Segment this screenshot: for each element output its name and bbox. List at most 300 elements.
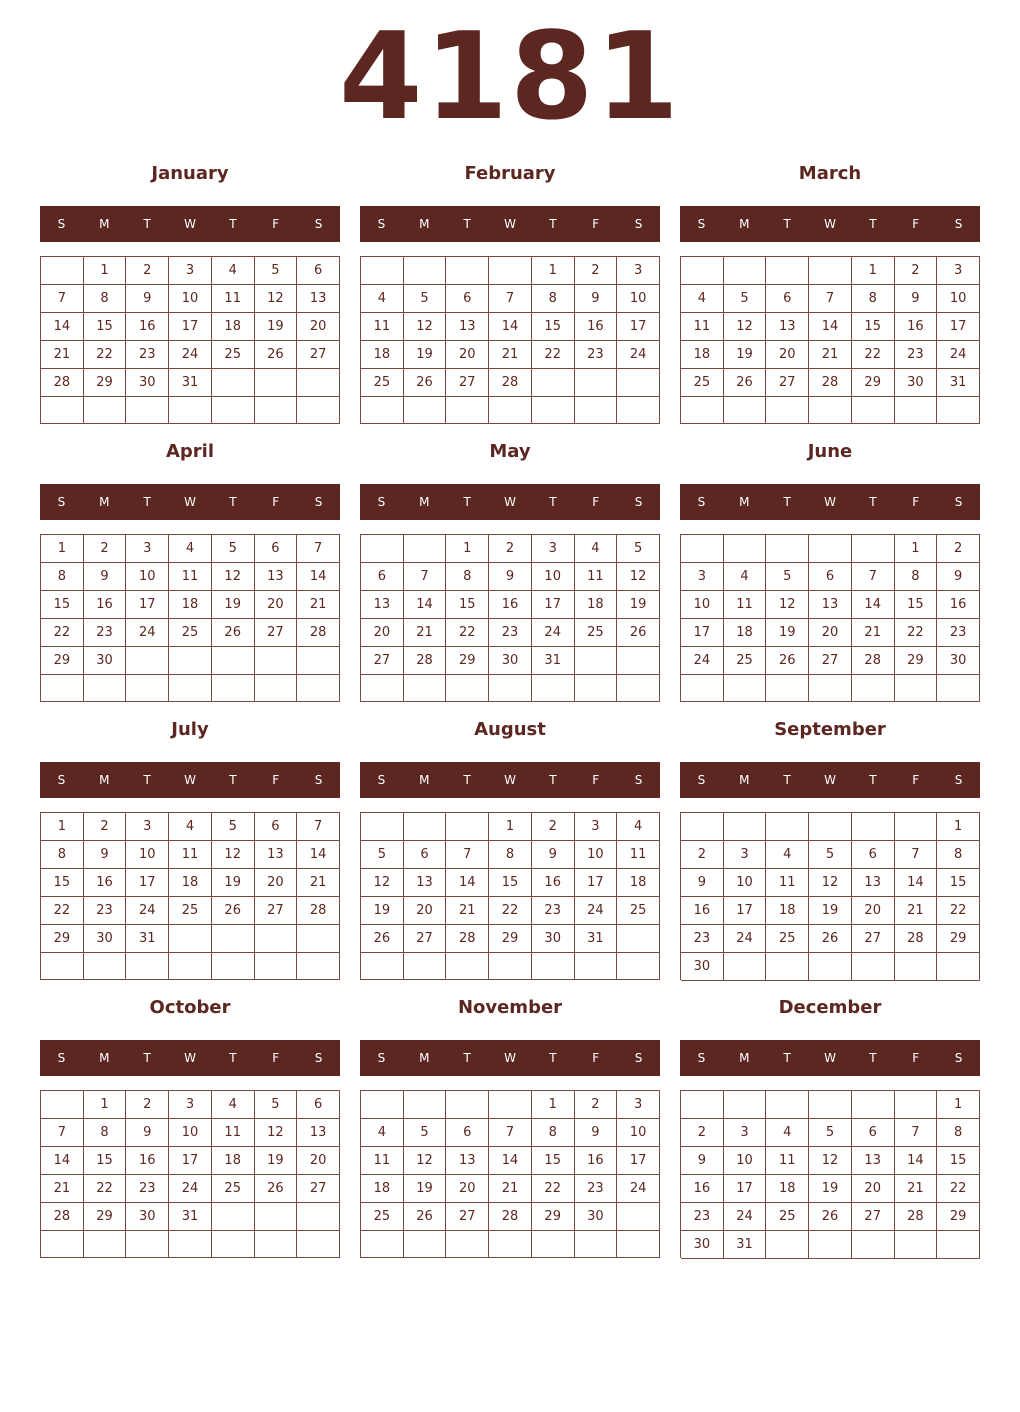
day-cell: 15: [41, 869, 84, 897]
day-cell: 9: [126, 1119, 169, 1147]
day-cell: 26: [724, 369, 767, 397]
day-cell: [724, 535, 767, 563]
day-cell: 19: [766, 619, 809, 647]
weekday-header: [360, 484, 660, 520]
day-cell: 6: [766, 285, 809, 313]
day-cell: 7: [895, 841, 938, 869]
day-cell: 27: [766, 369, 809, 397]
day-cell: 10: [169, 285, 212, 313]
day-cell: [724, 813, 767, 841]
day-cell: 20: [404, 897, 447, 925]
day-cell: 22: [84, 1175, 127, 1203]
day-cell: 3: [532, 535, 575, 563]
day-cell: [255, 675, 298, 702]
day-cell: 14: [41, 1147, 84, 1175]
day-cell: [212, 1203, 255, 1231]
weekday-label: T: [549, 1051, 557, 1065]
month-name: October: [149, 997, 231, 1018]
day-cell: 19: [404, 341, 447, 369]
day-cell: [297, 397, 340, 424]
day-cell: 13: [297, 1119, 340, 1147]
day-cell: [361, 535, 404, 563]
weekday-label: M: [419, 217, 430, 231]
day-cell: 16: [575, 1147, 618, 1175]
day-cell: 8: [937, 841, 980, 869]
day-cell: [404, 675, 447, 702]
day-cell: 9: [84, 563, 127, 591]
day-cell: [126, 647, 169, 675]
day-cell: [809, 675, 852, 702]
day-cell: 14: [297, 563, 340, 591]
day-cell: [41, 257, 84, 285]
day-cell: [404, 397, 447, 424]
day-cell: 13: [297, 285, 340, 313]
day-cell: 3: [681, 563, 724, 591]
month-name: March: [798, 163, 862, 184]
day-cell: [895, 675, 938, 702]
day-grid: [40, 256, 340, 424]
day-cell: 24: [169, 1175, 212, 1203]
day-cell: [724, 953, 767, 981]
day-cell: 4: [361, 1119, 404, 1147]
day-cell: [212, 647, 255, 675]
weekday-label: S: [377, 1051, 386, 1065]
day-cell: [532, 397, 575, 424]
day-cell: 30: [532, 925, 575, 953]
weekday-label: S: [57, 217, 66, 231]
day-cell: [766, 813, 809, 841]
day-cell: 10: [937, 285, 980, 313]
day-cell: [937, 953, 980, 981]
day-cell: 24: [681, 647, 724, 675]
day-cell: [212, 397, 255, 424]
day-cell: 24: [169, 341, 212, 369]
day-cell: [404, 535, 447, 563]
day-cell: [84, 1231, 127, 1258]
day-cell: 22: [852, 341, 895, 369]
day-cell: 22: [489, 897, 532, 925]
weekday-label: S: [634, 217, 643, 231]
day-cell: 3: [575, 813, 618, 841]
day-cell: 25: [212, 1175, 255, 1203]
day-cell: [766, 257, 809, 285]
day-cell: [446, 257, 489, 285]
day-cell: 21: [446, 897, 489, 925]
day-cell: 24: [724, 925, 767, 953]
weekday-label: M: [99, 1051, 110, 1065]
day-cell: 2: [895, 257, 938, 285]
day-cell: 30: [681, 953, 724, 981]
day-cell: 6: [446, 285, 489, 313]
day-cell: 4: [575, 535, 618, 563]
day-cell: 25: [617, 897, 660, 925]
day-cell: [255, 647, 298, 675]
day-cell: 14: [41, 313, 84, 341]
day-cell: 8: [532, 1119, 575, 1147]
weekday-label: M: [739, 495, 750, 509]
day-cell: 13: [255, 563, 298, 591]
weekday-label: S: [57, 773, 66, 787]
day-cell: [766, 1091, 809, 1119]
day-cell: 15: [852, 313, 895, 341]
day-cell: 29: [84, 369, 127, 397]
day-cell: 18: [681, 341, 724, 369]
day-cell: [809, 813, 852, 841]
weekday-label: S: [697, 773, 706, 787]
day-cell: 22: [895, 619, 938, 647]
day-cell: 15: [532, 1147, 575, 1175]
day-cell: 19: [212, 869, 255, 897]
day-cell: 11: [212, 285, 255, 313]
day-cell: [617, 1231, 660, 1258]
day-cell: 28: [297, 619, 340, 647]
day-cell: [84, 397, 127, 424]
day-cell: 24: [126, 897, 169, 925]
day-cell: [895, 1231, 938, 1259]
day-cell: 26: [212, 897, 255, 925]
day-cell: [489, 1231, 532, 1258]
day-cell: 17: [617, 313, 660, 341]
day-cell: 16: [126, 313, 169, 341]
day-cell: 1: [532, 257, 575, 285]
weekday-label: F: [912, 495, 920, 509]
day-cell: 1: [937, 813, 980, 841]
day-cell: 17: [681, 619, 724, 647]
day-cell: 1: [41, 535, 84, 563]
day-cell: 22: [41, 619, 84, 647]
day-cell: 1: [895, 535, 938, 563]
day-cell: 11: [169, 563, 212, 591]
day-cell: 27: [852, 925, 895, 953]
day-cell: 22: [84, 341, 127, 369]
day-cell: 9: [575, 1119, 618, 1147]
weekday-label: F: [592, 217, 600, 231]
month-name: February: [464, 163, 556, 184]
day-cell: 30: [681, 1231, 724, 1259]
day-cell: 6: [255, 535, 298, 563]
day-cell: 21: [489, 1175, 532, 1203]
day-cell: [681, 397, 724, 424]
weekday-label: W: [504, 217, 516, 231]
day-cell: 7: [895, 1119, 938, 1147]
day-cell: [446, 1091, 489, 1119]
weekday-label: S: [314, 217, 323, 231]
day-cell: 14: [446, 869, 489, 897]
day-cell: [617, 397, 660, 424]
day-cell: 18: [766, 897, 809, 925]
day-cell: [766, 397, 809, 424]
day-cell: 27: [404, 925, 447, 953]
weekday-label: M: [419, 1051, 430, 1065]
weekday-label: W: [824, 217, 836, 231]
day-cell: 7: [489, 285, 532, 313]
day-cell: 19: [809, 897, 852, 925]
weekday-label: T: [229, 1051, 237, 1065]
weekday-label: M: [739, 217, 750, 231]
day-cell: 13: [446, 1147, 489, 1175]
day-cell: [169, 953, 212, 980]
day-cell: 25: [169, 897, 212, 925]
weekday-label: S: [634, 495, 643, 509]
day-cell: [489, 257, 532, 285]
day-cell: 25: [681, 369, 724, 397]
day-cell: 31: [169, 1203, 212, 1231]
day-cell: 29: [446, 647, 489, 675]
day-cell: 15: [446, 591, 489, 619]
month-name: May: [489, 441, 531, 462]
day-cell: 17: [724, 1175, 767, 1203]
day-cell: 18: [169, 591, 212, 619]
weekday-label: F: [912, 773, 920, 787]
day-cell: [766, 1231, 809, 1259]
day-cell: 17: [169, 1147, 212, 1175]
day-cell: 28: [446, 925, 489, 953]
day-cell: 24: [617, 1175, 660, 1203]
day-cell: 5: [212, 813, 255, 841]
day-cell: [361, 813, 404, 841]
day-cell: 27: [361, 647, 404, 675]
weekday-label: T: [783, 1051, 791, 1065]
day-cell: [297, 1231, 340, 1258]
day-cell: 23: [575, 1175, 618, 1203]
day-cell: [126, 953, 169, 980]
weekday-label: F: [272, 495, 280, 509]
weekday-label: T: [869, 217, 877, 231]
weekday-header: [680, 206, 980, 242]
weekday-label: F: [912, 217, 920, 231]
day-cell: 27: [255, 619, 298, 647]
day-cell: 2: [84, 535, 127, 563]
day-cell: 28: [852, 647, 895, 675]
day-cell: 18: [575, 591, 618, 619]
day-cell: 30: [84, 925, 127, 953]
weekday-label: F: [592, 773, 600, 787]
day-cell: 8: [41, 841, 84, 869]
day-cell: 11: [361, 1147, 404, 1175]
day-cell: [361, 1091, 404, 1119]
day-cell: 6: [297, 1091, 340, 1119]
day-cell: 11: [617, 841, 660, 869]
day-cell: 7: [809, 285, 852, 313]
day-cell: 14: [895, 869, 938, 897]
day-cell: 31: [575, 925, 618, 953]
day-cell: [255, 1203, 298, 1231]
day-cell: 27: [446, 369, 489, 397]
day-cell: 20: [852, 897, 895, 925]
weekday-label: W: [184, 217, 196, 231]
day-cell: 3: [617, 1091, 660, 1119]
day-cell: 5: [361, 841, 404, 869]
day-cell: 19: [212, 591, 255, 619]
day-cell: 10: [169, 1119, 212, 1147]
day-cell: 26: [404, 369, 447, 397]
day-cell: 25: [212, 341, 255, 369]
weekday-header: [40, 1040, 340, 1076]
day-cell: [361, 953, 404, 980]
weekday-label: S: [697, 1051, 706, 1065]
day-cell: 20: [297, 1147, 340, 1175]
day-cell: 16: [681, 897, 724, 925]
day-cell: 12: [724, 313, 767, 341]
weekday-label: S: [954, 1051, 963, 1065]
day-cell: 6: [809, 563, 852, 591]
day-cell: 19: [255, 1147, 298, 1175]
day-cell: 23: [681, 925, 724, 953]
day-cell: [404, 257, 447, 285]
weekday-label: T: [143, 495, 151, 509]
weekday-label: T: [229, 773, 237, 787]
day-cell: 9: [84, 841, 127, 869]
day-cell: 27: [446, 1203, 489, 1231]
day-cell: 23: [126, 341, 169, 369]
day-cell: 28: [297, 897, 340, 925]
day-cell: 16: [532, 869, 575, 897]
day-cell: 21: [41, 341, 84, 369]
day-cell: [41, 397, 84, 424]
day-cell: 14: [809, 313, 852, 341]
day-cell: [575, 369, 618, 397]
day-cell: 22: [937, 1175, 980, 1203]
weekday-label: M: [739, 773, 750, 787]
day-cell: [212, 675, 255, 702]
day-cell: [169, 925, 212, 953]
day-cell: 5: [724, 285, 767, 313]
day-cell: 12: [766, 591, 809, 619]
day-cell: 8: [489, 841, 532, 869]
day-cell: 21: [41, 1175, 84, 1203]
day-cell: 24: [532, 619, 575, 647]
weekday-label: M: [99, 217, 110, 231]
day-cell: 29: [41, 647, 84, 675]
day-cell: 28: [41, 1203, 84, 1231]
day-cell: [41, 1231, 84, 1258]
day-cell: 24: [724, 1203, 767, 1231]
day-cell: 10: [617, 1119, 660, 1147]
day-cell: [681, 675, 724, 702]
day-cell: 26: [617, 619, 660, 647]
weekday-label: T: [229, 495, 237, 509]
day-cell: [532, 1231, 575, 1258]
day-cell: [297, 369, 340, 397]
day-cell: 4: [617, 813, 660, 841]
weekday-label: T: [143, 217, 151, 231]
day-cell: 9: [489, 563, 532, 591]
day-cell: 2: [681, 1119, 724, 1147]
day-cell: 28: [489, 369, 532, 397]
day-cell: [852, 953, 895, 981]
day-cell: 19: [361, 897, 404, 925]
day-cell: [617, 1203, 660, 1231]
weekday-label: T: [783, 495, 791, 509]
day-cell: 3: [617, 257, 660, 285]
day-cell: [446, 953, 489, 980]
day-cell: 18: [361, 1175, 404, 1203]
day-cell: 17: [724, 897, 767, 925]
day-cell: 1: [489, 813, 532, 841]
day-cell: 27: [809, 647, 852, 675]
day-cell: [809, 953, 852, 981]
day-cell: 19: [617, 591, 660, 619]
day-cell: 1: [937, 1091, 980, 1119]
day-cell: [255, 397, 298, 424]
day-cell: 22: [446, 619, 489, 647]
day-cell: 31: [532, 647, 575, 675]
day-cell: 13: [361, 591, 404, 619]
day-cell: 13: [255, 841, 298, 869]
day-cell: 23: [84, 619, 127, 647]
day-cell: 5: [212, 535, 255, 563]
day-cell: 2: [126, 257, 169, 285]
day-cell: 22: [41, 897, 84, 925]
weekday-label: T: [463, 495, 471, 509]
weekday-label: W: [184, 773, 196, 787]
day-cell: 18: [766, 1175, 809, 1203]
day-cell: 29: [532, 1203, 575, 1231]
day-cell: [895, 953, 938, 981]
day-cell: 17: [937, 313, 980, 341]
day-cell: [489, 953, 532, 980]
day-cell: 17: [617, 1147, 660, 1175]
day-cell: 11: [766, 869, 809, 897]
day-cell: 26: [809, 925, 852, 953]
day-cell: [724, 397, 767, 424]
day-cell: 20: [766, 341, 809, 369]
weekday-header: [680, 1040, 980, 1076]
day-cell: [937, 675, 980, 702]
day-cell: 26: [255, 341, 298, 369]
day-cell: 29: [895, 647, 938, 675]
month-name: June: [807, 441, 853, 462]
day-cell: 12: [255, 285, 298, 313]
day-cell: 11: [169, 841, 212, 869]
day-cell: 16: [489, 591, 532, 619]
day-grid: [360, 812, 660, 980]
day-cell: 25: [766, 925, 809, 953]
weekday-label: T: [229, 217, 237, 231]
day-cell: 25: [766, 1203, 809, 1231]
day-cell: [404, 953, 447, 980]
day-cell: 7: [446, 841, 489, 869]
day-cell: 16: [895, 313, 938, 341]
day-cell: [617, 925, 660, 953]
day-cell: [532, 953, 575, 980]
day-cell: [84, 953, 127, 980]
day-cell: 2: [937, 535, 980, 563]
day-cell: [575, 397, 618, 424]
day-cell: 29: [852, 369, 895, 397]
day-cell: 9: [532, 841, 575, 869]
day-cell: 18: [617, 869, 660, 897]
day-cell: 31: [937, 369, 980, 397]
day-cell: 25: [724, 647, 767, 675]
day-grid: [360, 1090, 660, 1258]
weekday-label: W: [184, 1051, 196, 1065]
weekday-label: S: [314, 495, 323, 509]
weekday-label: F: [272, 1051, 280, 1065]
day-cell: [766, 953, 809, 981]
day-cell: 25: [169, 619, 212, 647]
day-cell: [766, 675, 809, 702]
day-cell: 4: [212, 257, 255, 285]
day-grid: [680, 534, 980, 702]
day-cell: 21: [852, 619, 895, 647]
day-cell: [84, 675, 127, 702]
month-name: September: [774, 719, 886, 740]
weekday-label: M: [99, 495, 110, 509]
day-cell: 18: [724, 619, 767, 647]
day-cell: [255, 925, 298, 953]
day-cell: 20: [852, 1175, 895, 1203]
